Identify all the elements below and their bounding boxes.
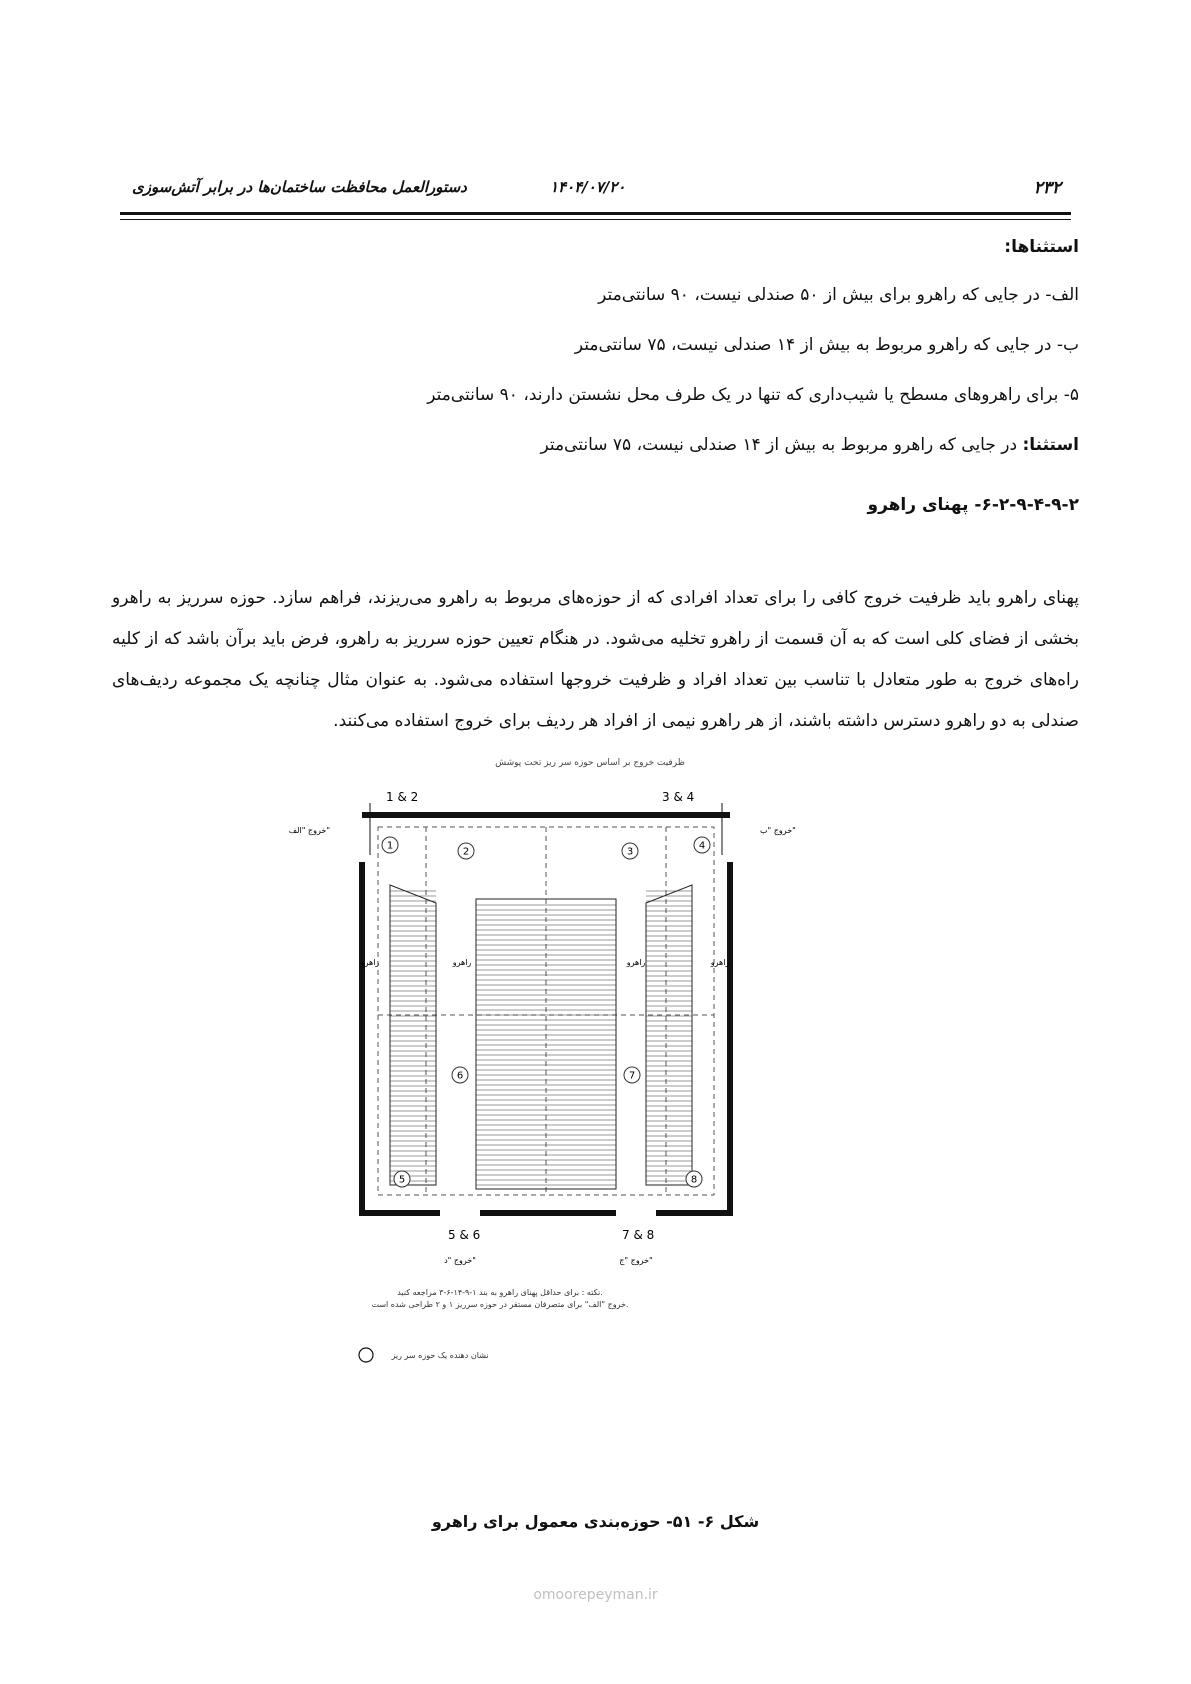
exit-c-label: خروج "ج" [619, 1256, 653, 1265]
figure-caption: شکل ۶- ۵۱- حوزه‌بندی معمول برای راهرو [431, 1512, 760, 1531]
svg-text:7: 7 [628, 1070, 636, 1082]
zone-1-marker [382, 837, 398, 853]
label-7-8: 7 & 8 [622, 1228, 655, 1242]
note-line-1: نکته : برای حداقل پهنای راهرو به بند ۱-۹-۱۴-۶-۳ مراجعه کنید. [397, 1288, 603, 1297]
exit-b-label: خروج "ب" [760, 826, 796, 835]
item-5: ۵- برای راهروهای مسطح یا شیب‌داری که تنها در یک طرف محل نشستن دارند، ۹۰ سانتی‌متر [427, 385, 1079, 405]
page-header [120, 178, 1071, 208]
svg-text:6: 6 [456, 1070, 464, 1082]
seating-block-right [646, 885, 692, 1185]
exception-item-b: ب- در جایی که راهرو مربوط به بیش از ۱۴ صندلی نیست، ۷۵ سانتی‌متر [574, 335, 1079, 355]
svg-text:3: 3 [626, 846, 634, 858]
aisle-zoning-diagram [288, 758, 890, 1495]
zone-6-marker [452, 1067, 468, 1083]
exception-label: استثنا: [1022, 435, 1079, 455]
aisle-label-1: راهرو [360, 958, 380, 967]
header-title: دستورالعمل محافظت ساختمان‌ها در برابر آتش‌سوزی [132, 178, 467, 196]
exception-note [540, 430, 1079, 460]
header-date: ۱۴۰۴/۰۷/۲۰ [550, 178, 626, 196]
exit-d-label: خروج "د" [444, 1256, 476, 1265]
zone-8-marker [686, 1171, 702, 1187]
aisle-label-4: راهرو [710, 958, 730, 967]
label-3-4: 3 & 4 [662, 790, 695, 804]
svg-text:8: 8 [690, 1174, 698, 1186]
zone-2-marker [458, 843, 474, 859]
watermark: omoorepeyman.ir [533, 1587, 658, 1603]
exception-text: در جایی که راهرو مربوط به بیش از ۱۴ صندلی نیست، ۷۵ سانتی‌متر [540, 435, 1018, 455]
seating-block-left [390, 885, 436, 1185]
section-heading: ۶-۲-۹-۴-۹-۲- پهنای راهرو [867, 495, 1079, 515]
section-body: پهنای راهرو باید ظرفیت خروج کافی را برای تعداد افرادی که از حوزه‌های مربوط به راهرو می‌ریزند، فراهم سازد. حوزه سرریز به راهرو بخشی از فضای کلی است که به آن قسمت از راهرو تخلیه می‌شود. در هنگام تعیین حوزه سرریز به راهرو، فرض باید برآن باشد که از کلیه راه‌های خروج به طور متعادل با تناسب بین تعداد افراد و ظرفیت خروجها استفاده می‌شود. به عنوان مثال چنانچه یک مجموعه ردیف‌های صندلی به دو راهرو دسترس داشته باشند، از هر راهرو نیمی از افراد هر ردیف برای خروج استفاده می‌کنند. [112, 588, 1079, 731]
label-5-6: 5 & 6 [448, 1228, 481, 1242]
label-1-2: 1 & 2 [386, 790, 419, 804]
zone-5-marker [394, 1171, 410, 1187]
figure-top-title: ظرفیت خروج بر اساس حوزه سر ریز تحت پوشش [495, 758, 685, 768]
page-number: ۲۳۲ [1033, 178, 1061, 198]
svg-text:4: 4 [698, 840, 706, 852]
header-rule-thick [120, 212, 1071, 215]
zone-4-marker [694, 837, 710, 853]
aisle-label-2: راهرو [452, 958, 472, 967]
svg-text:2: 2 [462, 846, 470, 858]
aisle-label-3: راهرو [626, 958, 646, 967]
exit-a-label: خروج "الف" [288, 826, 330, 835]
seating-blocks [390, 885, 692, 1189]
exceptions-heading: استثناها: [1004, 237, 1079, 257]
svg-text:1: 1 [386, 840, 394, 852]
note-line-2: خروج "الف" برای متصرفان مستقر در حوزه سرریز ۱ و ۲ طراحی شده است. [371, 1300, 629, 1309]
exception-item-a: الف- در جایی که راهرو برای بیش از ۵۰ صندلی نیست، ۹۰ سانتی‌متر [598, 285, 1079, 305]
legend-circle-icon [359, 1348, 373, 1362]
zone-7-marker [624, 1067, 640, 1083]
zone-3-marker [622, 843, 638, 859]
legend-text: نشان دهنده یک حوزه سر ریز [391, 1351, 489, 1360]
svg-text:5: 5 [398, 1174, 406, 1186]
header-rule-thin [120, 219, 1071, 220]
